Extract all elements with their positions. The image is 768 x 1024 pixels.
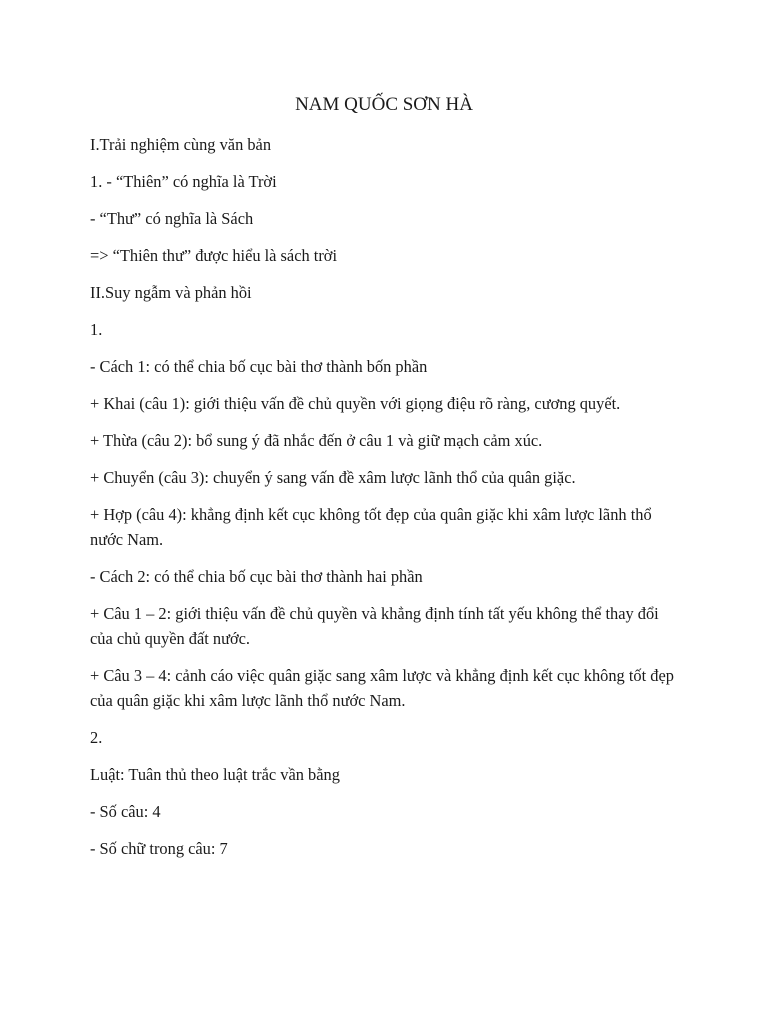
paragraph: + Chuyển (câu 3): chuyển ý sang vấn đề xâm lược lãnh thổ của quân giặc. [90, 468, 576, 487]
list-number: 2. [90, 728, 103, 747]
paragraph: + Hợp (câu 4): khẳng định kết cục không tốt đẹp của quân giặc khi xâm lược lãnh thổ nước Nam. [90, 505, 652, 549]
list-number: 1. [90, 320, 103, 339]
document-title: NAM QUỐC SƠN HÀ [295, 94, 473, 115]
paragraph: - Số câu: 4 [90, 802, 161, 821]
paragraph: + Câu 1 – 2: giới thiệu vấn đề chủ quyền và khẳng định tính tất yếu không thể thay đổi của chủ quyền đất nước. [90, 604, 659, 648]
paragraph: - Số chữ trong câu: 7 [90, 839, 228, 858]
paragraph: - Cách 1: có thể chia bố cục bài thơ thành bốn phần [90, 357, 428, 376]
paragraph: - “Thư” có nghĩa là Sách [90, 209, 254, 228]
paragraph: + Câu 3 – 4: cảnh cáo việc quân giặc sang xâm lược và khẳng định kết cục không tốt đẹp của quân giặc khi xâm lược lãnh thổ nước Nam. [90, 666, 674, 710]
paragraph: Luật: Tuân thủ theo luật trắc vần bằng [90, 765, 340, 784]
paragraph: + Khai (câu 1): giới thiệu vấn đề chủ quyền với giọng điệu rõ ràng, cương quyết. [90, 394, 621, 413]
paragraph: 1. - “Thiên” có nghĩa là Trời [90, 172, 277, 191]
section-heading-1: I.Trải nghiệm cùng văn bản [90, 135, 272, 154]
paragraph: - Cách 2: có thể chia bố cục bài thơ thành hai phần [90, 567, 423, 586]
section-heading-2: II.Suy ngẫm và phản hồi [90, 283, 252, 302]
paragraph: => “Thiên thư” được hiểu là sách trời [90, 246, 338, 265]
paragraph: + Thừa (câu 2): bổ sung ý đã nhắc đến ở câu 1 và giữ mạch cảm xúc. [90, 431, 543, 450]
